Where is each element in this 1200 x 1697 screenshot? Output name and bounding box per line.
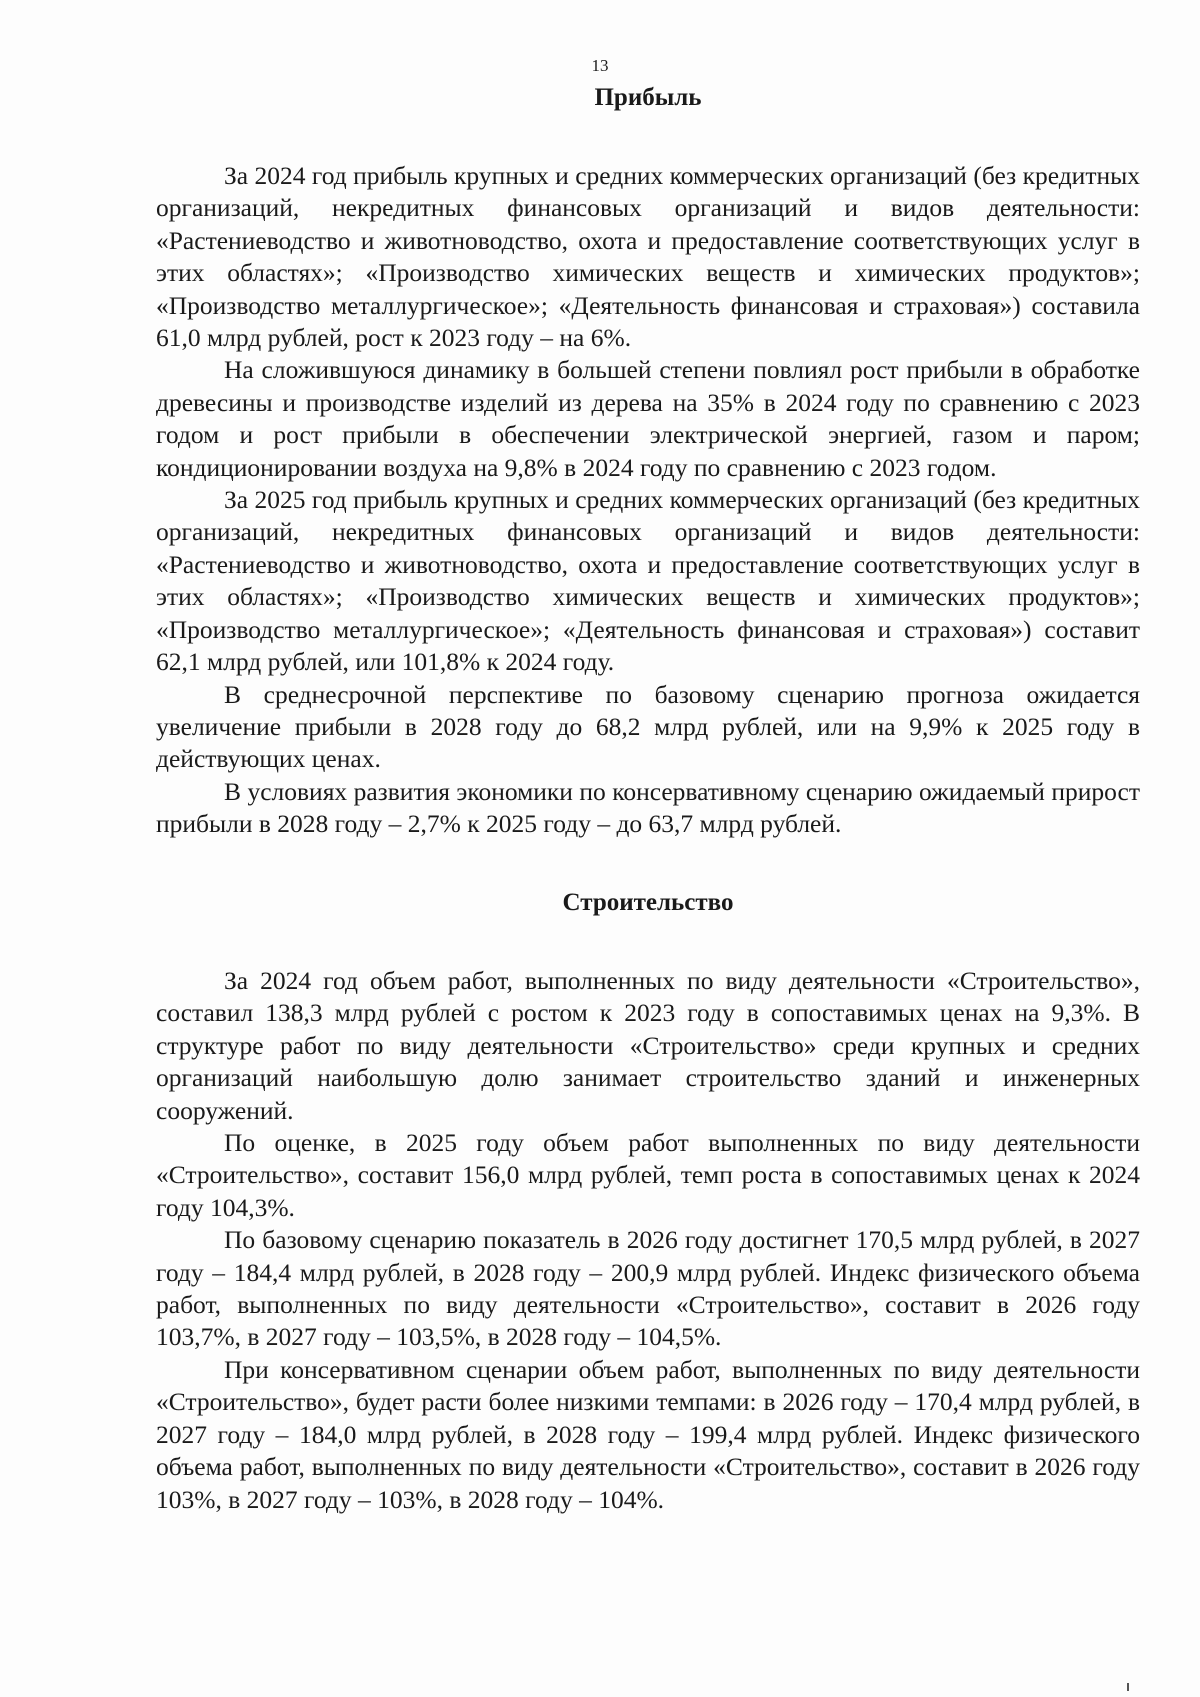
paragraph: По базовому сценарию показатель в 2026 году достигнет 170,5 млрд рублей, в 2027 году – 184,4 млрд рублей, в 2028 году – 200,9 млрд рублей. Индекс физического объема работ, выполненных по виду деятельности «Строительство», составит в 2026 году 103,7%, в 2027 году – 103,5%, в 2028 году – 104,5%. (156, 1225, 1140, 1352)
paragraph: За 2024 год объем работ, выполненных по виду деятельности «Строительство», составил 138,3 млрд рублей с ростом к 2023 году в сопоставимых ценах на 9,3%. В структуре работ по виду деятельности «Строительство» среди крупных и средних организаций наибольшую долю занимает строительство зданий и инженерных сооружений. (156, 966, 1140, 1125)
paragraph: При консервативном сценарии объем работ, выполненных по виду деятельности «Строительство», будет расти более низкими темпами: в 2026 году – 170,4 млрд рублей, в 2027 году – 184,0 млрд рублей, в 2028 году – 199,4 млрд рублей. Индекс физического объема работ, выполненных по виду деятельности «Строительство», составит в 2026 году 103%, в 2027 году – 103%, в 2028 году – 104%. (156, 1354, 1140, 1514)
paragraph: За 2024 год прибыль крупных и средних коммерческих организаций (без кредитных организаций, некредитных финансовых организаций и видов деятельности: «Растениеводство и животноводство, охота и предоставление соответствующих услуг в этих областях»; «Производство химических веществ и химических продуктов»; «Производство металлургическое»; «Деятельность финансовая и страховая») составила 61,0 млрд рублей, рост к 2023 году – на 6%. (156, 161, 1140, 353)
paragraph: В среднесрочной перспективе по базовому сценарию прогноза ожидается увеличение прибыли в 2028 году до 68,2 млрд рублей, или на 9,9% к 2025 году в действующих ценах. (156, 679, 1140, 774)
section-construction (156, 887, 1140, 1516)
section-title-profit: Прибыль (594, 84, 702, 111)
scan-edge-mark (1127, 1683, 1129, 1691)
page-number: 13 (591, 56, 609, 75)
paragraph: В условиях развития экономики по консервативному сценарию ожидаемый прирост прибыли в 2028 году – 2,7% к 2025 году – до 63,7 млрд рублей. (156, 776, 1140, 839)
paragraph: На сложившуюся динамику в большей степени повлиял рост прибыли в обработке древесины и производстве изделий из дерева на 35% в 2024 году по сравнению с 2023 годом и рост прибыли в обеспечении электрической энергией, газом и паром; кондиционировании воздуха на 9,8% в 2024 году по сравнению с 2023 годом. (156, 355, 1140, 482)
section-profit (156, 82, 1140, 841)
paragraph: По оценке, в 2025 году объем работ выполненных по виду деятельности «Строительство», составит 156,0 млрд рублей, темп роста в сопоставимых ценах к 2024 году 104,3%. (156, 1128, 1140, 1222)
paragraph: За 2025 год прибыль крупных и средних коммерческих организаций (без кредитных организаций, некредитных финансовых организаций и видов деятельности: «Растениеводство и животноводство, охота и предоставление соответствующих услуг в этих областях»; «Производство химических веществ и химических продуктов»; «Производство металлургическое»; «Деятельность финансовая и страховая») составит 62,1 млрд рублей, или 101,8% к 2024 году. (156, 485, 1140, 677)
section-title-construction: Строительство (562, 889, 734, 916)
